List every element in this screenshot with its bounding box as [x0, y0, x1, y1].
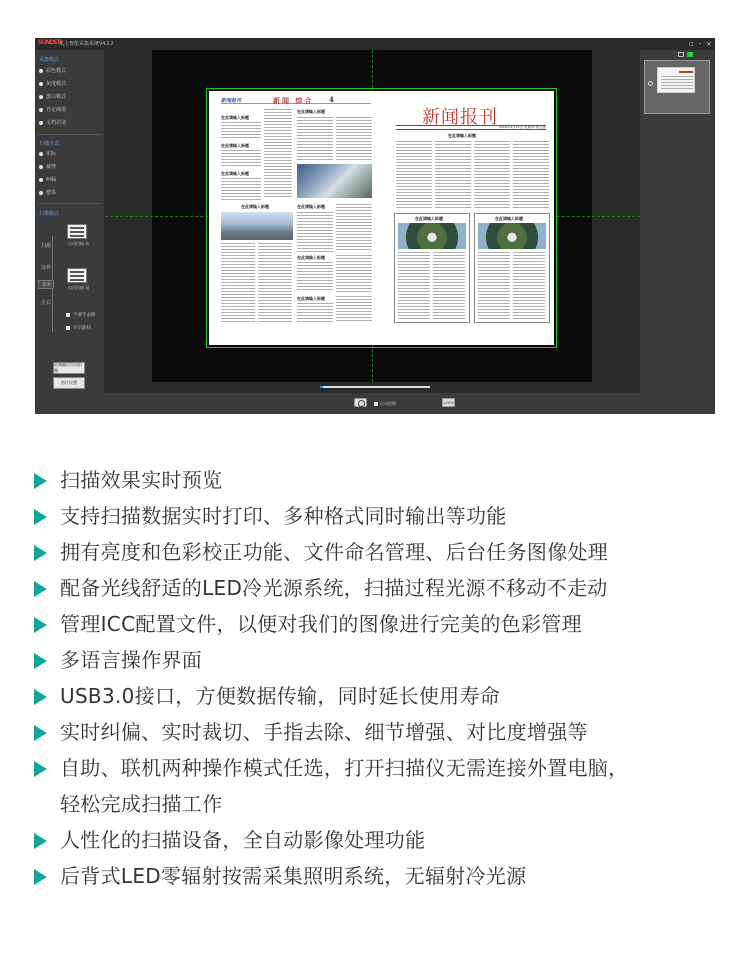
- radio-color-mode[interactable]: [39, 67, 66, 74]
- thumbnail-panel: [640, 50, 715, 393]
- header-page-number: 4: [329, 95, 334, 104]
- newspaper-dateline: 2018年4月12日 星期四 第五版: [396, 125, 546, 130]
- checkbox-no-finger-removal[interactable]: [66, 312, 96, 318]
- triangle-bullet-icon: [34, 545, 47, 561]
- triangle-bullet-icon: [34, 761, 47, 777]
- mode-caption: 自动扫描 双: [68, 285, 90, 290]
- boxed-article: [394, 213, 470, 323]
- article-headline: 在此请输入标题: [221, 115, 249, 120]
- feature-text: 轻松完成扫描工作: [60, 792, 223, 816]
- feature-text: 支持扫描数据实时打印、多种格式同时输出等功能: [60, 504, 507, 528]
- feature-item: [34, 714, 724, 750]
- radio-dot-icon: [39, 95, 43, 99]
- feature-text: 人性化的扫描设备，全自动影像处理功能: [60, 828, 426, 852]
- article-headline: 在此请输入标题: [297, 255, 325, 260]
- radio-label: 裁剪: [46, 164, 57, 170]
- radio-label: 自定阈值: [46, 107, 67, 113]
- divider: [38, 203, 102, 204]
- triangle-bullet-icon: [34, 833, 47, 849]
- radio-label: 黑白模式: [46, 94, 67, 100]
- scanner-app-window: [35, 38, 715, 414]
- feature-text: 管理ICC配置文件，以便对我们的图像进行完美的色彩管理: [60, 612, 582, 636]
- scan-preview-area[interactable]: [105, 50, 640, 393]
- select-radio-icon[interactable]: [648, 81, 653, 86]
- article-text: [297, 117, 333, 161]
- news-photo: [478, 223, 546, 249]
- triangle-bullet-icon: [34, 869, 47, 885]
- mode-label-leftright[interactable]: 左右: [41, 300, 52, 306]
- article-headline: 在此请输入标题: [221, 143, 249, 148]
- newspaper-masthead: 新闻报刊: [422, 107, 498, 128]
- restore-icon[interactable]: ▫: [688, 40, 694, 48]
- radio-threshold[interactable]: [39, 106, 66, 113]
- triangle-bullet-icon: [34, 581, 47, 597]
- triangle-bullet-icon: [34, 725, 47, 741]
- feature-text: 扫描效果实时预览: [60, 468, 223, 492]
- article-text: [336, 296, 372, 323]
- article-text: [513, 252, 545, 320]
- radio-label: 纠偏: [46, 177, 57, 183]
- section-title-scan-method: 扫描方式: [39, 141, 60, 147]
- thumbnail-image: [657, 67, 695, 93]
- bottom-toolbar: [35, 393, 715, 414]
- article-text: [297, 262, 333, 292]
- news-photo: [398, 223, 466, 249]
- radio-label: 实际: [46, 151, 57, 157]
- article-headline: 在此请输入标题: [297, 296, 325, 301]
- feature-item: [34, 822, 724, 858]
- window-controls: [689, 39, 712, 49]
- left-page-header: [221, 97, 371, 104]
- zoom-button[interactable]: 100%: [443, 400, 454, 405]
- scanned-newspaper: [209, 91, 554, 345]
- radio-dot-icon: [39, 152, 43, 156]
- radio-crop[interactable]: [39, 163, 56, 170]
- article-headline: 在此请输入标题: [495, 216, 523, 221]
- article-text: [513, 141, 549, 209]
- auto-scan-single-box[interactable]: [67, 224, 87, 239]
- brand-logo: SUNDER: [38, 40, 62, 46]
- auto-page-turn-button[interactable]: 检测翻页自动拍摄: [53, 362, 85, 374]
- feature-text: 拥有亮度和色彩校正功能、文件命名管理、后台任务图像处理: [60, 540, 609, 564]
- minimize-icon[interactable]: -: [698, 40, 702, 48]
- article-headline: 在此请输入标题: [241, 204, 269, 209]
- article-text: [221, 150, 261, 168]
- mode-label-book[interactable]: 书本: [38, 280, 54, 289]
- radio-dot-icon: [39, 82, 43, 86]
- article-text: [435, 141, 471, 209]
- divider: [38, 134, 102, 135]
- mode-label-id[interactable]: 证件: [41, 265, 52, 271]
- radio-label: 整体: [46, 190, 57, 196]
- article-text: [478, 252, 510, 320]
- close-icon[interactable]: ×: [706, 40, 712, 48]
- app-title: 讯主智能采集系统V4.3.2: [59, 41, 114, 47]
- article-headline: 在此请输入标题: [221, 171, 249, 176]
- boxed-article: [474, 213, 550, 323]
- radio-dot-icon: [39, 191, 43, 195]
- feature-item: [34, 678, 724, 714]
- triangle-bullet-icon: [34, 653, 47, 669]
- camera-capture-icon[interactable]: [354, 398, 367, 407]
- feature-item: [34, 462, 724, 498]
- feature-item: [34, 858, 724, 894]
- checkbox-anti-shake[interactable]: [66, 325, 91, 331]
- radio-dot-icon: [39, 178, 43, 182]
- radio-gray-mode[interactable]: [39, 80, 66, 87]
- article-text: [474, 141, 510, 209]
- feature-text: USB3.0接口，方便数据传输，同时延长使用寿命: [60, 684, 501, 708]
- feature-text: 配备光线舒适的LED冷光源系统，扫描过程光源不移动不走动: [60, 576, 608, 600]
- auto-capture-checkbox[interactable]: [374, 401, 396, 407]
- triangle-bullet-icon: [34, 689, 47, 705]
- radio-dot-icon: [39, 165, 43, 169]
- feature-list: [34, 462, 724, 894]
- article-text: [336, 117, 372, 161]
- scan-progress-bar: [320, 386, 430, 388]
- feature-item: [34, 570, 724, 606]
- feature-item: [34, 534, 724, 570]
- checkbox-label: 不要手去除: [73, 312, 96, 317]
- article-text: [336, 255, 372, 292]
- radio-deskew[interactable]: [39, 176, 56, 183]
- checkbox-label: 开启防抖: [73, 325, 91, 330]
- triangle-bullet-icon: [34, 617, 47, 633]
- feature-text: 实时纠偏、实时裁切、手指去除、细节增强、对比度增强等: [60, 720, 588, 744]
- radio-dot-icon: [39, 108, 43, 112]
- section-title-scan-mode: 扫描模式: [39, 211, 60, 217]
- news-photo: [221, 212, 293, 240]
- feature-item: [34, 606, 724, 642]
- list-view-icon[interactable]: [678, 52, 684, 57]
- header-section-text: 新闻 综合: [273, 96, 314, 105]
- article-text: [221, 243, 255, 323]
- news-photo: [297, 164, 372, 198]
- article-text: [297, 303, 333, 323]
- feature-item: [34, 750, 724, 786]
- article-text: [264, 109, 292, 199]
- article-text: [398, 252, 430, 320]
- title-bar: [35, 38, 715, 50]
- feature-item: [34, 642, 724, 678]
- checkbox-icon: [374, 402, 378, 406]
- radio-label: 彩色模式: [46, 68, 67, 74]
- feature-item: [34, 498, 724, 534]
- checkbox-icon: [66, 313, 70, 317]
- thumbnail-item[interactable]: [644, 60, 710, 114]
- radio-bw-mode[interactable]: [39, 93, 66, 100]
- article-text: [221, 122, 261, 140]
- auto-scan-double-box[interactable]: [67, 268, 87, 283]
- checkbox-icon: [66, 326, 70, 330]
- grid-view-icon[interactable]: [687, 52, 693, 57]
- article-text: [297, 212, 333, 252]
- newspaper-left-page: [209, 91, 381, 345]
- crop-frame[interactable]: [206, 88, 557, 348]
- radio-label: 文档识别: [46, 120, 67, 126]
- feature-text: 多语言操作界面: [60, 648, 203, 672]
- mode-label-scan[interactable]: 扫描: [41, 243, 52, 249]
- radio-doc-recognition[interactable]: [39, 119, 66, 126]
- article-text: [396, 141, 432, 209]
- article-text: [258, 243, 292, 323]
- article-text: [433, 252, 465, 320]
- radio-actual[interactable]: [39, 150, 56, 157]
- progress-fill: [320, 386, 323, 388]
- radio-dot-icon: [39, 121, 43, 125]
- triangle-bullet-icon: [34, 473, 47, 489]
- article-text: [221, 178, 261, 200]
- header-logo-text: 新闻报刊: [221, 98, 242, 104]
- checkbox-label: 自动拍摄: [380, 401, 396, 406]
- feature-text: 后背式LED零辐射按需采集照明系统，无辐射冷光源: [60, 864, 527, 888]
- feature-item-continuation: [34, 786, 724, 822]
- article-headline: 在此请输入标题: [297, 109, 325, 114]
- radio-label: 灰度模式: [46, 81, 67, 87]
- section-title-capture-mode: 采集模式: [39, 57, 60, 63]
- radio-whole[interactable]: [39, 189, 56, 196]
- article-headline: 在此请输入标题: [415, 216, 443, 221]
- triangle-bullet-icon: [34, 509, 47, 525]
- feature-text: 自助、联机两种操作模式任选，打开扫描仪无需连接外置电脑，: [60, 756, 629, 780]
- article-headline: 在此请输入标题: [448, 133, 476, 138]
- image-settings-button[interactable]: 图片设置: [53, 377, 85, 389]
- article-text: [336, 204, 372, 252]
- article-headline: 在此请输入标题: [297, 204, 325, 209]
- radio-dot-icon: [39, 69, 43, 73]
- mode-caption: 自动扫描 单: [68, 241, 90, 246]
- newspaper-right-page: [386, 91, 554, 345]
- control-sidebar: [35, 50, 105, 393]
